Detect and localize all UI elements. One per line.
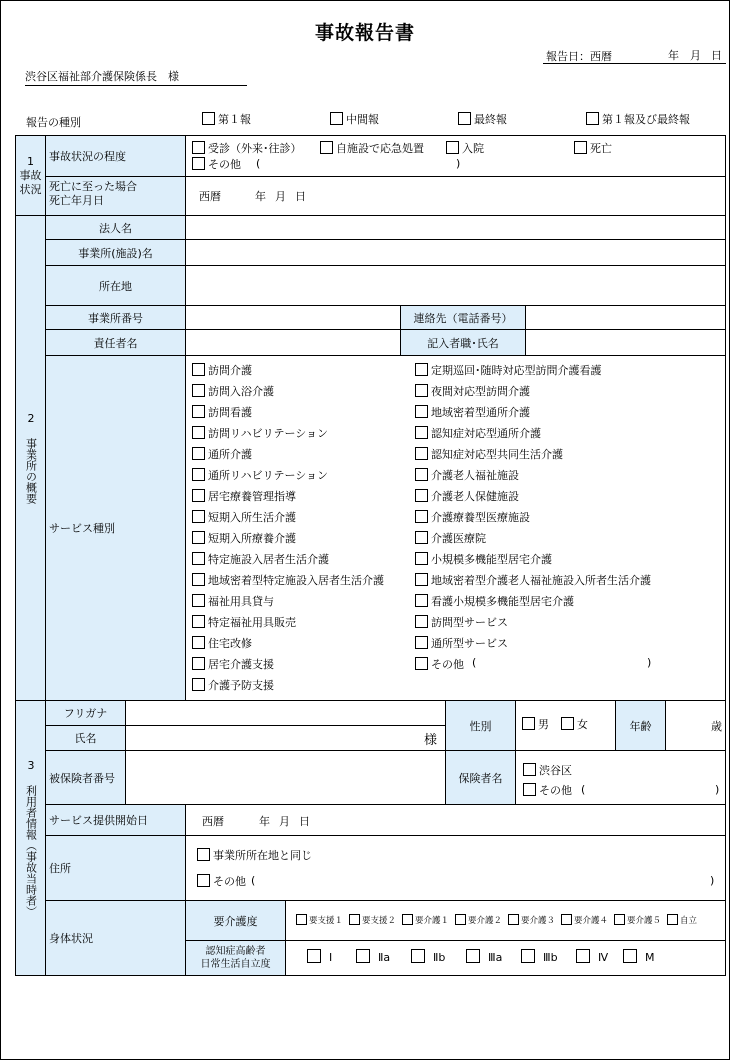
checkbox[interactable] <box>349 914 360 925</box>
insurer-paren-close: ) <box>715 783 720 796</box>
checkbox[interactable] <box>415 468 428 481</box>
report-date-label: 報告日：西暦 <box>546 50 612 63</box>
checkbox[interactable] <box>415 447 428 460</box>
checkbox[interactable] <box>415 489 428 502</box>
care-level-option[interactable]: 要介護２ <box>455 914 502 926</box>
age-unit: 歳 <box>711 720 722 733</box>
checkbox[interactable] <box>192 573 205 586</box>
facility-name-label: 事業所(施設)名 <box>45 239 186 266</box>
dementia-level-option[interactable]: Ⅱb <box>411 949 445 964</box>
checkbox[interactable] <box>415 594 428 607</box>
insurer-label: 保険者名 <box>445 750 516 805</box>
section3-header: 3 利用者情報（事故当時者） <box>15 700 46 976</box>
checkbox[interactable] <box>192 141 205 154</box>
contact-field[interactable] <box>525 305 726 330</box>
checkbox[interactable] <box>192 552 205 565</box>
insurer-option[interactable]: その他 <box>523 782 572 798</box>
service-option[interactable]: 介護療養型医療施設 <box>415 509 530 525</box>
care-level-option[interactable]: 要支援１ <box>296 914 343 926</box>
service-start-label: サービス提供開始日 <box>45 804 186 836</box>
facility-number-field[interactable] <box>185 305 401 330</box>
facility-name-field[interactable] <box>185 239 726 266</box>
sex-female-option[interactable]: 女 <box>561 716 588 732</box>
address-option[interactable]: 事業所所在地と同じ <box>197 847 312 863</box>
checkbox[interactable] <box>192 384 205 397</box>
start-date-month: 月 <box>279 815 290 828</box>
checkbox[interactable] <box>415 552 428 565</box>
checkbox[interactable] <box>574 141 587 154</box>
service-other-paren-open: ( <box>472 656 477 669</box>
checkbox[interactable] <box>415 363 428 376</box>
checkbox[interactable] <box>415 615 428 628</box>
paren-close: ) <box>456 157 461 170</box>
checkbox[interactable] <box>623 949 637 963</box>
service-option[interactable]: 夜間対応型訪問介護 <box>415 383 530 399</box>
service-option[interactable]: 訪問入浴介護 <box>192 383 274 399</box>
report-type-option[interactable]: 第１報 <box>202 111 251 127</box>
start-date-era: 西暦 <box>202 815 224 828</box>
writer-label: 記入者職･氏名 <box>400 329 526 356</box>
age-label: 年齢 <box>615 700 666 751</box>
service-option[interactable]: 居宅介護支援 <box>192 656 274 672</box>
checkbox[interactable] <box>415 384 428 397</box>
death-date-year: 年 <box>255 190 266 203</box>
care-level-label: 要介護度 <box>185 900 286 941</box>
checkbox[interactable] <box>296 914 307 925</box>
report-date-month[interactable]: 月 <box>690 49 701 62</box>
service-option[interactable]: 小規模多機能型居宅介護 <box>415 551 552 567</box>
checkbox[interactable] <box>192 157 205 170</box>
checkbox[interactable] <box>192 489 205 502</box>
service-option[interactable]: 特定福祉用具販売 <box>192 614 296 630</box>
insured-number-label: 被保険者番号 <box>45 750 126 805</box>
checkbox[interactable] <box>192 510 205 523</box>
checkbox[interactable] <box>561 717 574 730</box>
care-level-option[interactable]: 自立 <box>667 914 697 926</box>
body-status-label: 身体状況 <box>45 900 186 976</box>
checkbox[interactable] <box>508 914 519 925</box>
checkbox[interactable] <box>614 914 625 925</box>
dementia-level-option[interactable]: Ⅳ <box>576 949 608 964</box>
name-field[interactable] <box>125 725 446 751</box>
checkbox[interactable] <box>192 636 205 649</box>
user-address-label: 住所 <box>45 835 186 901</box>
checkbox[interactable] <box>586 112 599 125</box>
dementia-level-option[interactable]: Ⅰ <box>307 949 332 964</box>
care-level-option[interactable]: 要支援２ <box>349 914 396 926</box>
checkbox[interactable] <box>197 848 210 861</box>
death-date-month: 月 <box>275 190 286 203</box>
report-type-option[interactable]: 第１報及び最終報 <box>586 111 690 127</box>
checkbox[interactable] <box>192 531 205 544</box>
service-option[interactable]: 居宅療養管理指導 <box>192 488 296 504</box>
report-date-day[interactable]: 日 <box>711 49 722 62</box>
dementia-cell <box>285 940 726 976</box>
honorific: 様 <box>424 733 438 748</box>
service-option[interactable]: 介護老人保健施設 <box>415 488 519 504</box>
dementia-level-option[interactable]: M <box>623 949 655 964</box>
care-level-option[interactable]: 要介護３ <box>508 914 555 926</box>
checkbox[interactable] <box>523 783 536 796</box>
checkbox[interactable] <box>192 447 205 460</box>
service-option[interactable]: 介護予防支援 <box>192 677 274 693</box>
address-paren-close: ) <box>710 874 715 887</box>
death-date-label: 死亡に至った場合 死亡年月日 <box>45 176 186 216</box>
checkbox[interactable] <box>415 573 428 586</box>
checkbox[interactable] <box>522 717 535 730</box>
checkbox[interactable] <box>192 678 205 691</box>
checkbox[interactable] <box>667 914 678 925</box>
service-option[interactable]: 介護老人福祉施設 <box>415 467 519 483</box>
manager-field[interactable] <box>185 329 401 356</box>
address-option[interactable]: その他 <box>197 873 246 889</box>
death-date-day: 日 <box>295 190 306 203</box>
dementia-level-option[interactable]: Ⅲa <box>466 949 502 964</box>
address-paren-open: ( <box>251 874 256 887</box>
service-option[interactable]: 通所リハビリテーション <box>192 467 328 483</box>
insured-number-field[interactable] <box>125 750 446 805</box>
report-date-year[interactable]: 年 <box>668 49 679 62</box>
service-option[interactable]: 訪問リハビリテーション <box>192 425 328 441</box>
checkbox[interactable] <box>576 949 590 963</box>
care-level-option[interactable]: 要介護４ <box>561 914 608 926</box>
checkbox[interactable] <box>523 763 536 776</box>
writer-field[interactable] <box>525 329 726 356</box>
section1-header: 1 事故 状況 <box>15 135 46 216</box>
checkbox[interactable] <box>415 426 428 439</box>
severity-option[interactable]: 入院 <box>446 140 484 156</box>
checkbox[interactable] <box>466 949 480 963</box>
checkbox[interactable] <box>458 112 471 125</box>
checkbox[interactable] <box>415 510 428 523</box>
service-option[interactable]: 定期巡回･随時対応型訪問介護看護 <box>415 362 602 378</box>
checkbox[interactable] <box>455 914 466 925</box>
checkbox[interactable] <box>415 405 428 418</box>
severity-option[interactable]: 死亡 <box>574 140 612 156</box>
checkbox[interactable] <box>192 405 205 418</box>
report-type-option[interactable]: 最終報 <box>458 111 507 127</box>
report-type-option[interactable]: 中間報 <box>330 111 379 127</box>
service-type-label: サービス種別 <box>45 355 186 701</box>
checkbox[interactable] <box>192 657 205 670</box>
user-address-cell <box>185 835 726 901</box>
checkbox[interactable] <box>192 468 205 481</box>
checkbox[interactable] <box>411 949 425 963</box>
care-level-option[interactable]: 要介護５ <box>614 914 661 926</box>
service-option[interactable]: 通所介護 <box>192 446 252 462</box>
name-label: 氏名 <box>45 725 126 751</box>
checkbox[interactable] <box>521 949 535 963</box>
service-option[interactable]: 介護医療院 <box>415 530 486 546</box>
service-option[interactable]: 地域密着型介護老人福祉施設入所者生活介護 <box>415 572 651 588</box>
checkbox[interactable] <box>197 874 210 887</box>
document-title: 事故報告書 <box>314 22 415 44</box>
service-option[interactable]: 認知症対応型共同生活介護 <box>415 446 563 462</box>
severity-option[interactable]: 受診（外来･往診） <box>192 140 302 156</box>
checkbox[interactable] <box>192 363 205 376</box>
checkbox[interactable] <box>192 426 205 439</box>
paren-open: ( <box>256 157 261 170</box>
care-level-option[interactable]: 要介護１ <box>402 914 449 926</box>
service-option[interactable]: 訪問看護 <box>192 404 252 420</box>
service-option[interactable]: 地域密着型特定施設入居者生活介護 <box>192 572 384 588</box>
insurer-option[interactable]: 渋谷区 <box>523 762 572 778</box>
addressee: 渋谷区福祉部介護保険係長 様 <box>25 68 247 86</box>
facility-address-field[interactable] <box>185 265 726 306</box>
severity-option[interactable]: 自施設で応急処置 <box>320 140 424 156</box>
furigana-field[interactable] <box>125 700 446 726</box>
sex-label: 性別 <box>445 700 516 751</box>
severity-label: 事故状況の程度 <box>45 135 186 177</box>
death-date-cell[interactable] <box>185 176 726 216</box>
start-date-day: 日 <box>299 815 310 828</box>
dementia-level-option[interactable]: Ⅱa <box>356 949 390 964</box>
service-option[interactable]: 地域密着型通所介護 <box>415 404 530 420</box>
service-option[interactable]: 看護小規模多機能型居宅介護 <box>415 593 574 609</box>
checkbox[interactable] <box>202 112 215 125</box>
service-option[interactable]: 福祉用具貸与 <box>192 593 274 609</box>
manager-label: 責任者名 <box>45 329 186 356</box>
checkbox[interactable] <box>192 594 205 607</box>
service-option[interactable]: 訪問型サービス <box>415 614 508 630</box>
service-option[interactable]: 短期入所生活介護 <box>192 509 296 525</box>
checkbox[interactable] <box>356 949 370 963</box>
insurer-paren-open: ( <box>581 783 586 796</box>
checkbox[interactable] <box>415 657 428 670</box>
dementia-level-option[interactable]: Ⅲb <box>521 949 558 964</box>
dementia-label: 認知症高齢者 日常生活自立度 <box>185 940 286 976</box>
report-type-label: 報告の種別 <box>26 116 81 129</box>
service-option[interactable]: 訪問介護 <box>192 362 252 378</box>
service-option[interactable]: 認知症対応型通所介護 <box>415 425 541 441</box>
service-option[interactable]: 特定施設入居者生活介護 <box>192 551 329 567</box>
corp-name-label: 法人名 <box>45 215 186 240</box>
checkbox[interactable] <box>320 141 333 154</box>
checkbox[interactable] <box>446 141 459 154</box>
service-option[interactable]: 短期入所療養介護 <box>192 530 296 546</box>
checkbox[interactable] <box>307 949 321 963</box>
death-date-era: 西暦 <box>199 190 221 203</box>
checkbox[interactable] <box>192 615 205 628</box>
severity-other-option[interactable]: その他 <box>192 156 241 172</box>
contact-label: 連絡先（電話番号） <box>400 305 526 330</box>
section2-header: 2 事業所の概要 <box>15 215 46 701</box>
corp-name-field[interactable] <box>185 215 726 240</box>
facility-number-label: 事業所番号 <box>45 305 186 330</box>
checkbox[interactable] <box>402 914 413 925</box>
checkbox[interactable] <box>330 112 343 125</box>
service-option[interactable]: その他 <box>415 656 464 672</box>
facility-address-label: 所在地 <box>45 265 186 306</box>
service-option[interactable]: 住宅改修 <box>192 635 252 651</box>
service-other-paren-close: ) <box>647 656 652 669</box>
checkbox[interactable] <box>415 636 428 649</box>
furigana-label: フリガナ <box>45 700 126 726</box>
checkbox[interactable] <box>561 914 572 925</box>
start-date-year: 年 <box>259 815 270 828</box>
service-option[interactable]: 通所型サービス <box>415 635 508 651</box>
checkbox[interactable] <box>415 531 428 544</box>
sex-male-option[interactable]: 男 <box>522 716 549 732</box>
